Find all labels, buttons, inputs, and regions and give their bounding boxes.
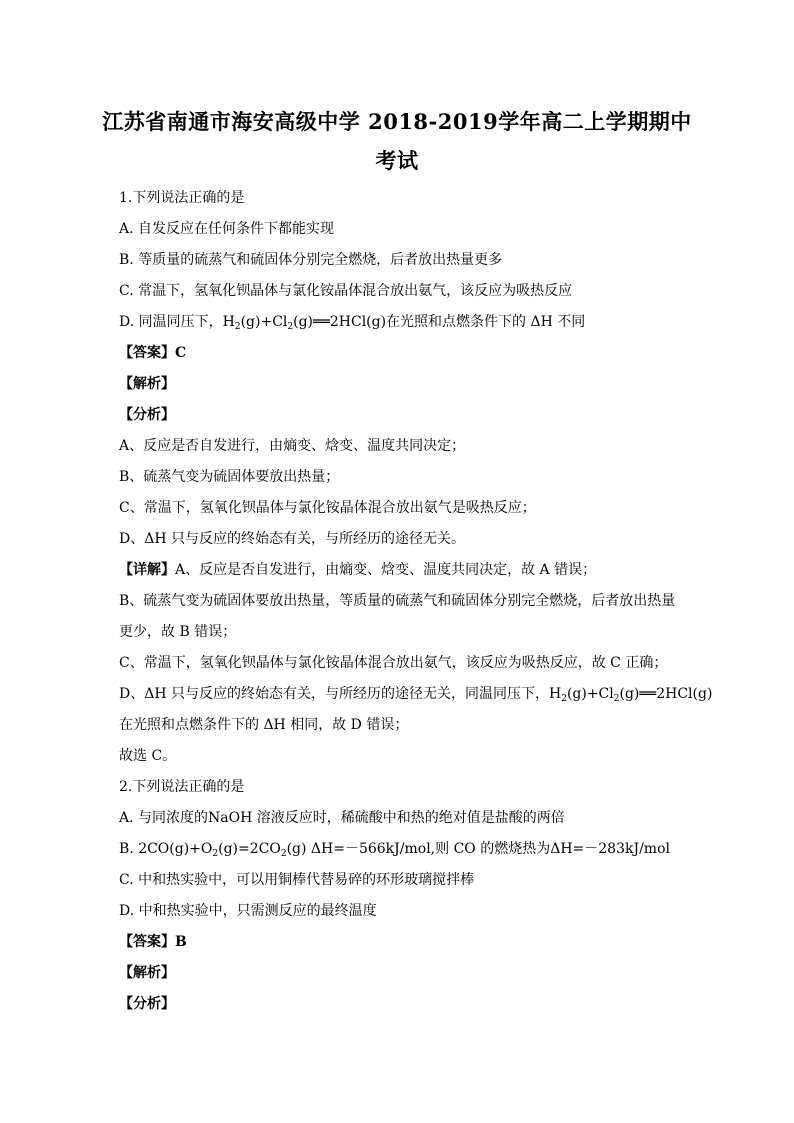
q1-fenxi-a: A、反应是否自发进行，由熵变、焓变、温度共同决定； xyxy=(119,438,466,454)
q1-fenxi-b: B、硫蒸气变为硫固体要放出热量； xyxy=(119,469,340,485)
q1-analysis-label: 【解析】 xyxy=(119,376,175,392)
document-title: 江苏省南通市海安高级中学 2018-2019学年高二上学期期中 xyxy=(102,109,692,134)
q2-option-c: C. 中和热实验中，可以用铜棒代替易碎的环形玻璃搅拌棒 xyxy=(119,872,475,888)
q1-detail-d2: 在光照和点燃条件下的 ΔH 相同，故 D 错误； xyxy=(119,717,409,733)
q1-detail-b1: B、硫蒸气变为硫固体要放出热量，等质量的硫蒸气和硫固体分别完全燃烧，后者放出热量 xyxy=(119,593,676,609)
q1-fenxi-c: C、常温下，氢氧化钡晶体与氯化铵晶体混合放出氨气是吸热反应； xyxy=(119,500,536,516)
q1-detail-c: C、常温下，氢氧化钡晶体与氯化铵晶体混合放出氨气，该反应为吸热反应，故 C 正确； xyxy=(119,655,668,671)
q2-option-d: D. 中和热实验中，只需测反应的最终温度 xyxy=(119,903,377,919)
q2-option-a: A. 与同浓度的NaOH 溶液反应时，稀硫酸中和热的绝对值是盐酸的两倍 xyxy=(119,810,565,826)
q1-option-d: D. 同温同压下，$H_2(g)+Cl_2(g)══2HCl(g)$在光照和点燃条件下的 ΔH 不同 xyxy=(119,314,586,332)
question-2-stem: 2.下列说法正确的是 xyxy=(119,779,245,795)
q2-analysis-label: 【解析】 xyxy=(119,965,175,981)
q1-detail-b2: 更少，故 B 错误； xyxy=(119,624,237,640)
q2-fenxi-label: 【分析】 xyxy=(119,996,175,1012)
q1-fenxi-d: D、ΔH 只与反应的终始态有关，与所经历的途径无关。 xyxy=(119,531,465,547)
q1-fenxi-label: 【分析】 xyxy=(119,407,175,423)
q1-detail-a: 【详解】A、反应是否自发进行，由熵变、焓变、温度共同决定，故 A 错误； xyxy=(119,562,597,578)
question-1-stem: 1.下列说法正确的是 xyxy=(119,190,245,206)
q1-option-c: C. 常温下，氢氧化钡晶体与氯化铵晶体混合放出氨气，该反应为吸热反应 xyxy=(119,283,573,299)
q1-detail-d1: D、ΔH 只与反应的终始态有关，与所经历的途径无关，同温同压下，$H_2(g)+Cl_2(g)══2HCl(g)$ xyxy=(119,686,713,704)
q1-conclusion: 故选 C。 xyxy=(119,748,177,764)
document-title-cont: 考试 xyxy=(375,148,419,173)
q1-option-a: A. 自发反应在任何条件下都能实现 xyxy=(119,221,335,237)
document-body xyxy=(119,183,713,1020)
q2-option-b: B. $2CO(g)+O_2(g)=2CO_2(g)$ ΔH=－566kJ/mol,则 CO 的燃烧热为ΔH=－283kJ/mol xyxy=(119,841,670,859)
q2-answer: 【答案】B xyxy=(119,934,187,950)
q1-option-b: B. 等质量的硫蒸气和硫固体分别完全燃烧，后者放出热量更多 xyxy=(119,252,503,268)
q1-answer: 【答案】C xyxy=(119,345,187,361)
